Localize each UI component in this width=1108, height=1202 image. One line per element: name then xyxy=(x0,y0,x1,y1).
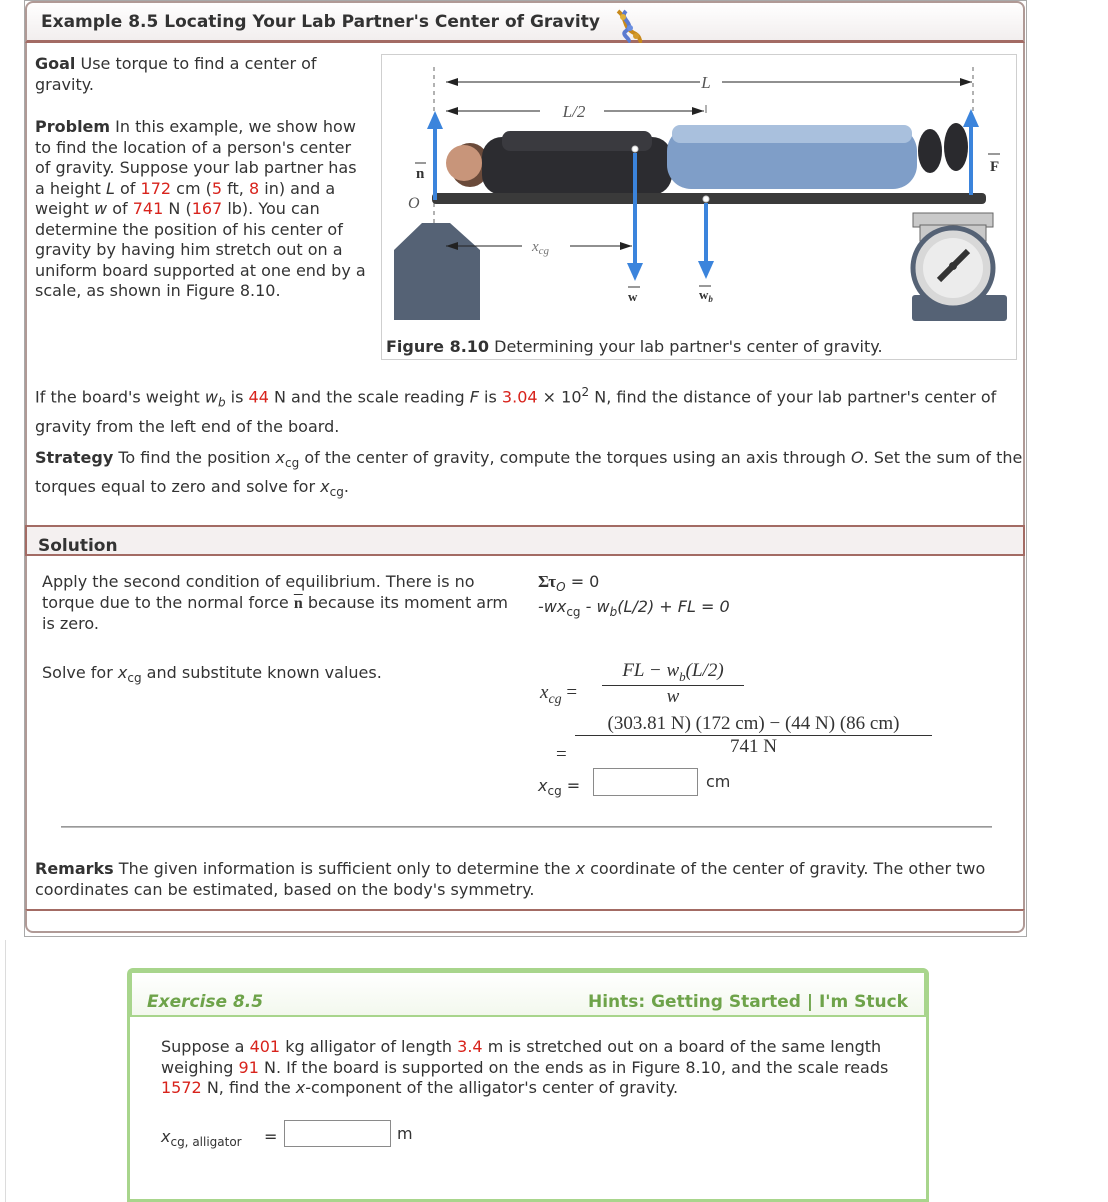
equation-torque-sum: $\Sigma\tau_O = 0$ xyxy=(538,572,600,595)
exercise-answer-label: $x_{cg, alligator}$ = xyxy=(161,1127,278,1150)
equation-torque-terms: $-wx_{cg} - w_b(L/2)$ + FL = 0 xyxy=(538,597,730,620)
label-O: O xyxy=(408,195,420,212)
label-w: w xyxy=(628,289,638,304)
label-xcg: $x_{cg}$ xyxy=(532,239,550,257)
solution-header: Solution xyxy=(25,525,1025,556)
label-n: n xyxy=(416,166,425,182)
strategy-paragraph: Strategy To find the position $x_{cg}$ of the center of gravity, compute the torques using an axis through O. Set the sum of the torques equal to zero and solve for $x_{cg}$. xyxy=(35,448,1023,500)
exercise-answer-unit: m xyxy=(397,1124,413,1143)
alligator-mass: 401 xyxy=(249,1037,281,1056)
hints-links: Hints: Getting Started | I'm Stuck xyxy=(587,992,908,1012)
height-value: 172 xyxy=(140,178,172,198)
label-wb: $w_b$ xyxy=(699,287,713,304)
figure-caption: Figure 8.10 Determining your lab partner's center of gravity. xyxy=(386,337,883,356)
label-L: L xyxy=(701,73,711,92)
figure-8-10 xyxy=(381,54,1017,360)
scale-reading-value: 3.04 xyxy=(501,387,538,407)
frac2-eq: = xyxy=(556,744,567,765)
answer-label: $x_{cg}$ = xyxy=(538,776,581,799)
frac1-lhs: $x_{cg}$ = xyxy=(540,682,578,707)
goal-label: Goal xyxy=(35,54,76,73)
xcg-answer-input[interactable] xyxy=(593,768,698,796)
alligator-length: 3.4 xyxy=(457,1037,483,1056)
solution-step2-text: Solve for $x_{cg}$ and substitute known values. xyxy=(42,663,382,686)
exercise-header xyxy=(130,971,926,1017)
board-weight-value: 44 xyxy=(248,387,269,407)
label-F: F xyxy=(990,159,1000,175)
example-bottom-bar xyxy=(25,909,1025,933)
hint-im-stuck-link[interactable]: I'm Stuck xyxy=(818,992,908,1012)
problem-paragraph: Problem In this example, we show how to find the location of a person's center of gravity. Suppose your lab partner has a height L of 172 cm (5 ft, 8 in) and a weight w of 741 N (167 lb). You can determine the position of his center of gravity by having him stretch out on a uniform board supported at one end by a scale, as shown in Figure 8.10. xyxy=(35,117,366,300)
problem-label: Problem xyxy=(35,117,111,136)
example-title-bar xyxy=(25,1,1025,43)
weight-lb-value: 167 xyxy=(191,199,223,218)
solution-step1-text: Apply the second condition of equilibrium. There is no torque due to the normal force $\overline{n}$ because its moment arm is zero. xyxy=(42,572,508,633)
feet-value: 5 xyxy=(211,178,223,198)
exercise-problem: Suppose a 401 kg alligator of length 3.4 m is stretched out on a board of the same length weighing 91 N. If the board is supported on the ends as in Figure 8.10, and the scale reads 1572 N, find the x-component of the alligator's center of gravity. xyxy=(161,1037,889,1097)
fraction-formula: $\frac{FL - w_b(L/2)}{w}$ xyxy=(602,660,744,708)
answer-unit: cm xyxy=(706,772,731,791)
fraction-numeric: $\frac{(303.81 N) (172 cm) - (44 N) (86 cm)}{741 N}$ xyxy=(575,713,932,758)
inches-value: 8 xyxy=(248,178,260,198)
exercise-board-weight: 91 xyxy=(238,1057,259,1077)
divider xyxy=(61,826,992,828)
example-title: Example 8.5 Locating Your Lab Partner's Center of Gravity xyxy=(41,12,600,32)
figure-diagram xyxy=(382,55,1016,330)
alligator-xcg-input[interactable] xyxy=(284,1120,391,1147)
exercise-title: Exercise 8.5 xyxy=(147,992,264,1012)
goal-text: Use torque to find a center of gravity. xyxy=(35,54,317,94)
remarks-paragraph: Remarks The given information is sufficient only to determine the x coordinate of the center of gravity. The other two coordinates can be estimated, based on the body's symmetry. xyxy=(35,859,986,899)
hint-getting-started-link[interactable]: Getting Started xyxy=(651,992,801,1012)
label-L-half: L/2 xyxy=(562,102,586,121)
weight-value: 741 xyxy=(132,199,164,218)
exercise-scale-reading: 1572 xyxy=(161,1078,202,1097)
goal-paragraph xyxy=(35,54,375,95)
left-rule xyxy=(5,940,6,1202)
dna-icon xyxy=(612,9,648,43)
given-paragraph: If the board's weight $w_b$ is 44 N and the scale reading F is $3.04 \times 10^2$ N, find the distance of your lab partner's center of gravity from the left end of the board. xyxy=(35,385,997,436)
